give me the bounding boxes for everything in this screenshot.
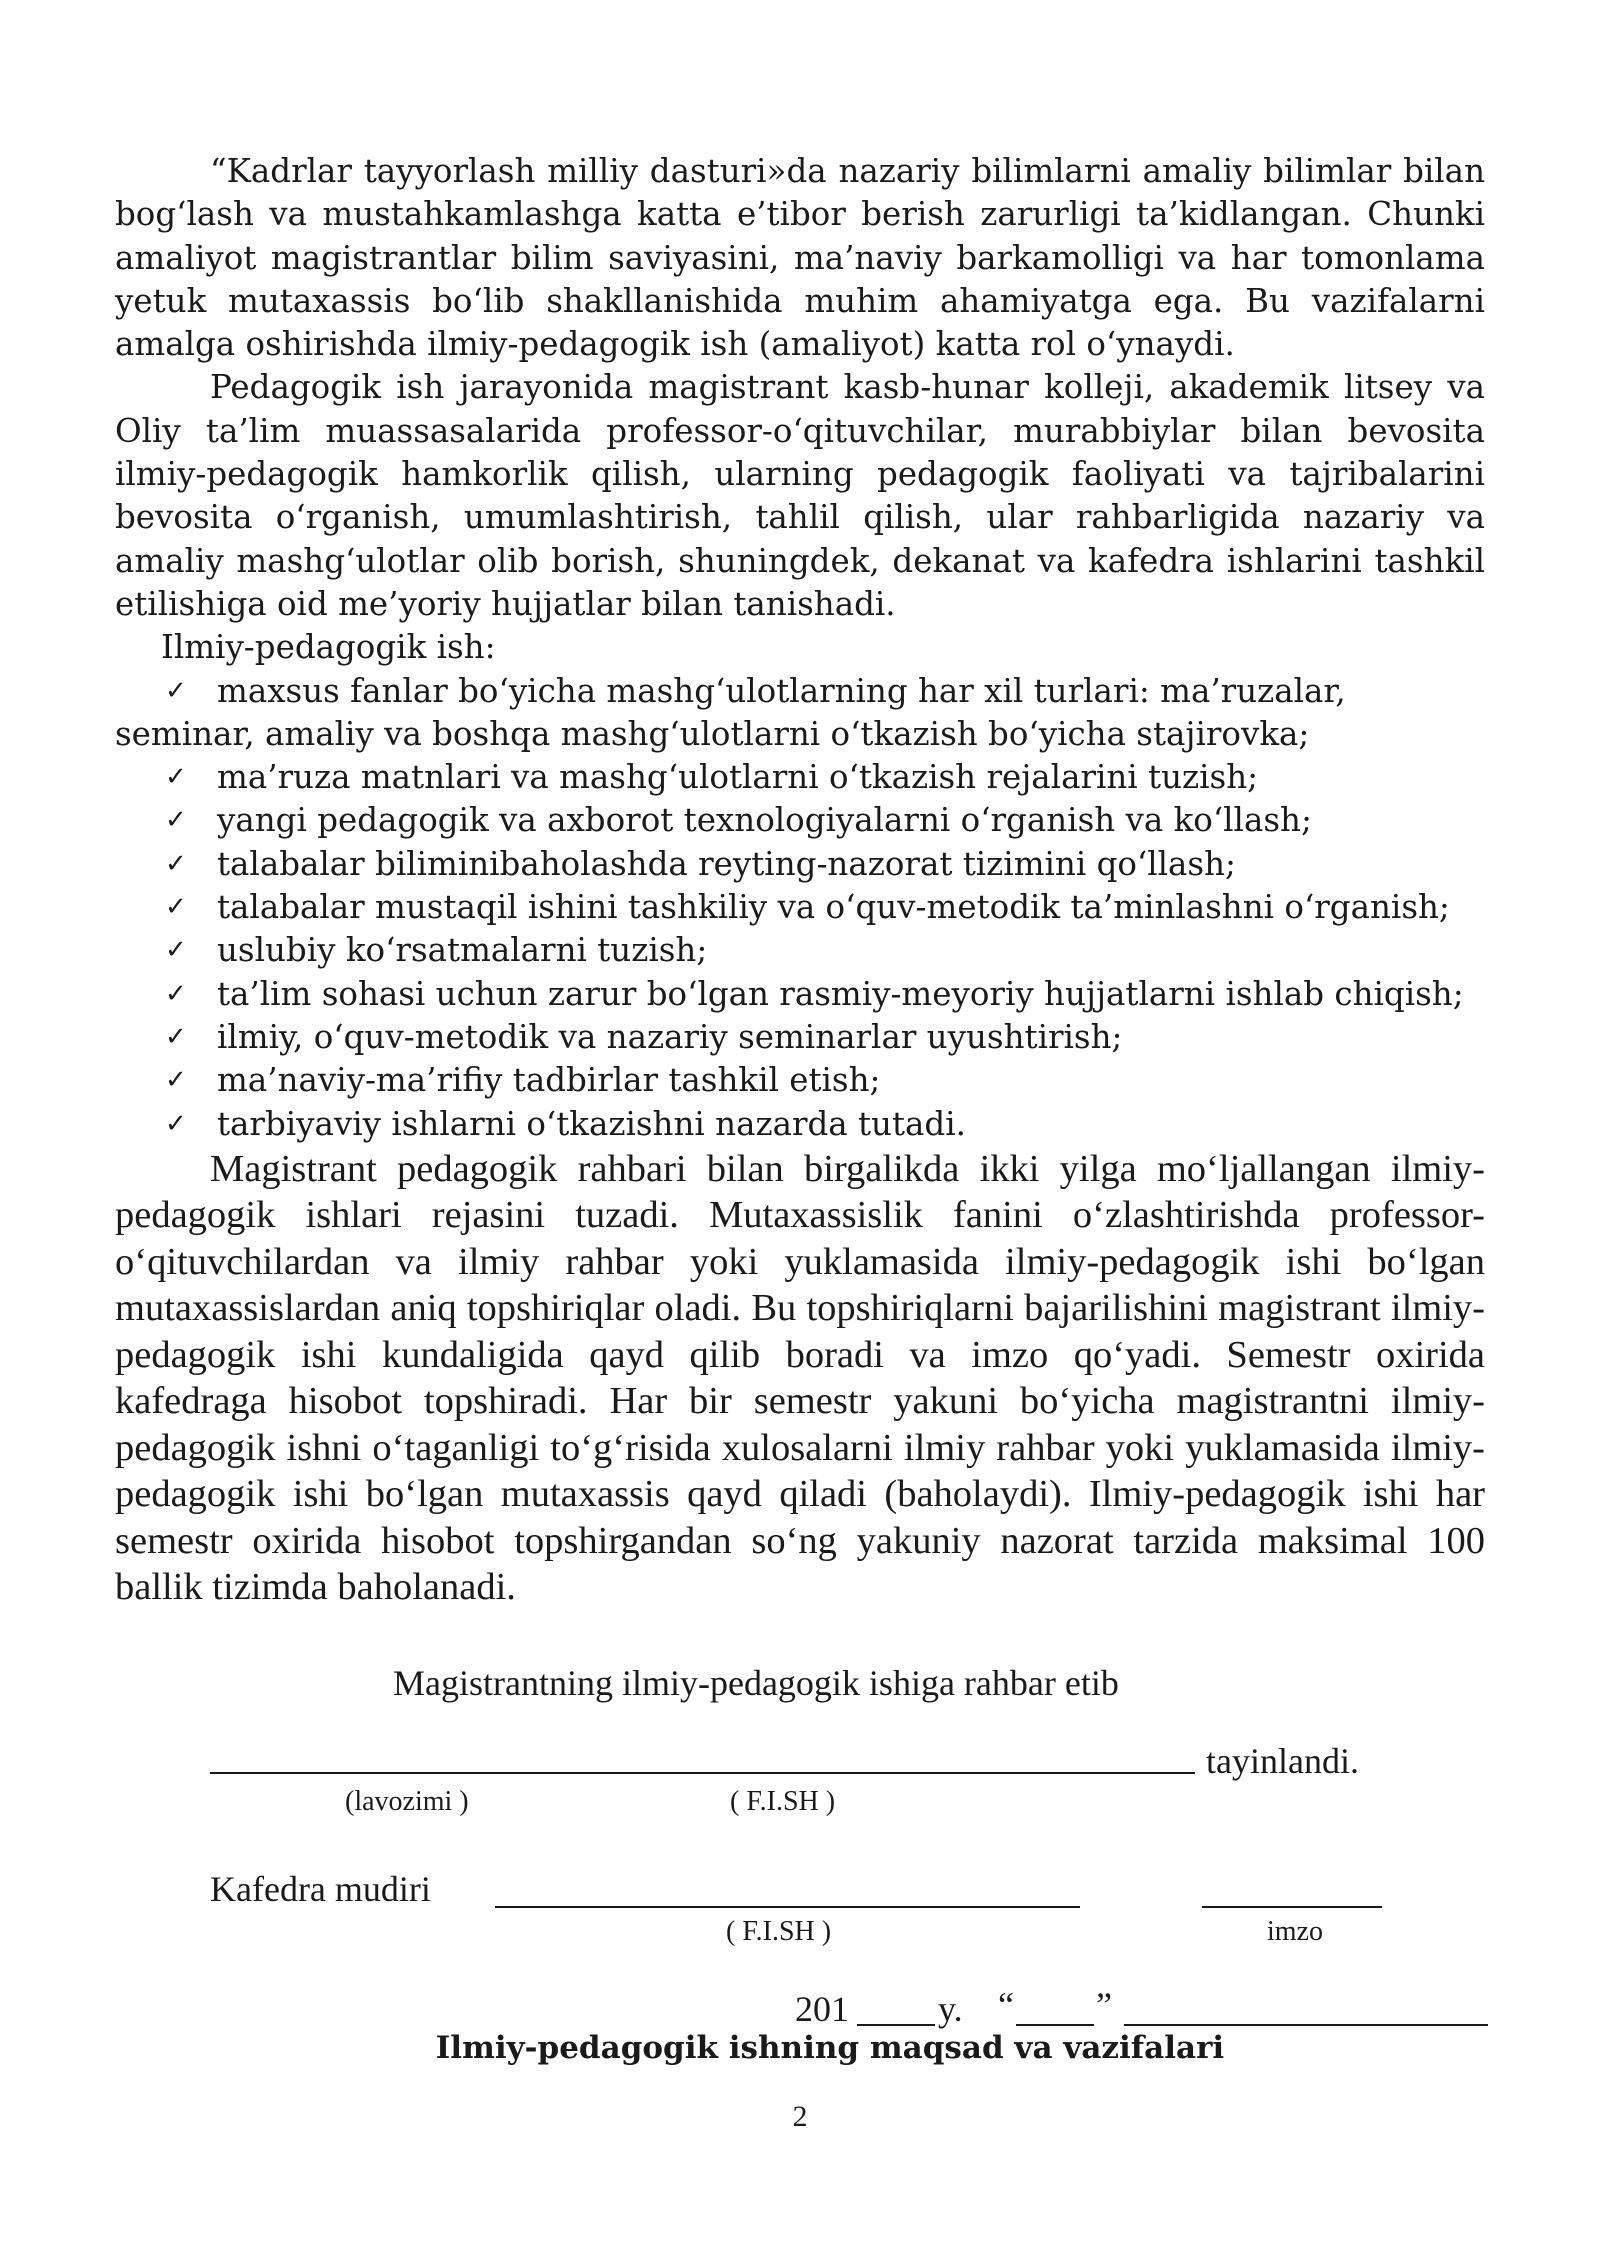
list-item bbox=[115, 1103, 1485, 1146]
checkmark-icon: ✓ bbox=[165, 805, 187, 836]
day-close-quote: ” bbox=[1096, 1985, 1112, 2025]
task-list bbox=[115, 670, 1485, 1146]
department-head-fio-caption: ( F.I.SH ) bbox=[726, 1916, 832, 1947]
list-item-text: talabalar mustaqil ishini tashkiliy va o‘quv-metodik ta’minlashni o‘rganish; bbox=[217, 888, 1450, 927]
checkmark-icon: ✓ bbox=[165, 762, 187, 793]
list-item bbox=[115, 886, 1485, 929]
plan-paragraph: Magistrant pedagogik rahbari bilan birgalikda ikki yilga mo‘ljallangan ilmiy-pedagogik ishlari rejasini tuzadi. Mutaxassislik fanini o‘zlashtirishda professor-o‘qituvchilardan va ilmiy rahbar yoki yuklamasida ilmiy-pedagogik ishi bo‘lgan mutaxassislardan aniq topshiriqlar oladi. Bu topshiriqlarni bajarilishini magistrant ilmiy-pedagogik ishi kundaligida qayd qilib boradi va imzo qo‘yadi. Semestr oxirida kafedraga hisobot topshiradi. Har bir semestr yakuni bo‘yicha magistrantni ilmiy-pedagogik ishni o‘taganligi to‘g‘risida xulosalarni ilmiy rahbar yoki yuklamasida ilmiy-pedagogik ishi bo‘lgan mutaxassis qayd qiladi (baholaydi). Ilmiy-pedagogik ishi har semestr oxirida hisobot topshirgandan so‘ng yakuniy nazorat tarzida maksimal 100 ballik tizimda baholanadi. bbox=[115, 1147, 1485, 1609]
year-line[interactable] bbox=[857, 2024, 935, 2026]
fio-caption: ( F.I.SH ) bbox=[730, 1786, 836, 1817]
list-item bbox=[115, 843, 1485, 886]
intro-paragraph: “Kadrlar tayyorlash milliy dasturi»da nazariy bilimlarni amaliy bilimlar bilan bog‘lash va mustahkamlashga katta e’tibor berish zarurligi ta’kidlangan. Chunki amaliyot magistrantlar bilim saviyasini, ma’naviy barkamolligi va har tomonlama yetuk mutaxassis bo‘lib shakllanishida muhim ahamiyatga ega. Bu vazifalarni amalga oshirishda ilmiy-pedagogik ish (amaliyot) katta rol o‘ynaydi. bbox=[115, 152, 1485, 364]
list-item bbox=[115, 973, 1485, 1016]
supervisor-assignment-heading: Magistrantning ilmiy-pedagogik ishiga rahbar etib bbox=[393, 1663, 1119, 1703]
list-item-text: uslubiy ko‘rsatmalarni tuzish; bbox=[217, 931, 708, 970]
list-item-text: ta’lim sohasi uchun zarur bo‘lgan rasmiy-meyoriy hujjatlarni ishlab chiqish; bbox=[217, 974, 1464, 1013]
supervisor-name-line[interactable] bbox=[210, 1772, 1195, 1774]
signature-caption: imzo bbox=[1267, 1916, 1323, 1947]
list-item bbox=[115, 929, 1485, 972]
list-item-text: tarbiyaviy ishlarni o‘tkazishni nazarda tutadi. bbox=[217, 1104, 966, 1143]
list-item-text: maxsus fanlar bo‘yicha mashg‘ulotlarning har xil turlari: ma’ruzalar, seminar, amaliy va boshqa mashg‘ulotlarni o‘tkazish bo‘yicha stajirovka; bbox=[115, 671, 1346, 753]
list-item-text: yangi pedagogik va axborot texnologiyalarni o‘rganish va ko‘llash; bbox=[217, 801, 1312, 840]
list-title: Ilmiy-pedagogik ish: bbox=[161, 628, 496, 667]
page-number: 2 bbox=[792, 2100, 808, 2133]
day-line[interactable] bbox=[1016, 2024, 1094, 2026]
section-title: Ilmiy-pedagogik ishning maqsad va vazifalari bbox=[435, 2030, 1225, 2066]
list-item bbox=[115, 799, 1485, 842]
position-caption: (lavozimi ) bbox=[345, 1786, 469, 1817]
month-line[interactable] bbox=[1124, 2024, 1488, 2026]
list-item bbox=[115, 756, 1485, 799]
department-head-label: Kafedra mudiri bbox=[210, 1869, 431, 1909]
day-open-quote: “ bbox=[998, 1985, 1014, 2025]
department-head-name-line[interactable] bbox=[495, 1906, 1080, 1908]
list-item bbox=[115, 1016, 1485, 1059]
checkmark-icon: ✓ bbox=[165, 675, 187, 706]
list-item-text: ma’naviy-ma’rifiy tadbirlar tashkil etish; bbox=[217, 1061, 881, 1100]
checkmark-icon: ✓ bbox=[165, 1108, 187, 1139]
document-body bbox=[115, 150, 1485, 1611]
checkmark-icon: ✓ bbox=[165, 892, 187, 923]
list-item bbox=[115, 1059, 1485, 1102]
checkmark-icon: ✓ bbox=[165, 978, 187, 1009]
checkmark-icon: ✓ bbox=[165, 848, 187, 879]
list-item-text: ilmiy, o‘quv-metodik va nazariy seminarlar uyushtirish; bbox=[217, 1017, 1123, 1056]
pedagogical-work-paragraph: Pedagogik ish jarayonida magistrant kasb-hunar kolleji, akademik litsey va Oliy ta’lim muassasalarida professor-o‘qituvchilar, murabbiylar bilan bevosita ilmiy-pedagogik hamkorlik qilish, ularning pedagogik faoliyati va tajribalarini bevosita o‘rganish, umumlashtirish, tahlil qilish, ular rahbarligida nazariy va amaliy mashg‘ulotlar olib borish, shuningdek, dekanat va kafedra ishlarini tashkil etilishiga oid me’yoriy hujjatlar bilan tanishadi. bbox=[115, 368, 1485, 623]
list-item-text: ma’ruza matnlari va mashg‘ulotlarni o‘tkazish rejalarini tuzish; bbox=[217, 758, 1259, 797]
list-item-text: talabalar biliminibaholashda reyting-nazorat tizimini qo‘llash; bbox=[217, 844, 1236, 883]
checkmark-icon: ✓ bbox=[165, 1065, 187, 1096]
assigned-label: tayinlandi. bbox=[1206, 1741, 1359, 1781]
year-prefix: 201 bbox=[795, 1989, 849, 2029]
year-suffix: y. bbox=[938, 1989, 963, 2029]
list-item bbox=[115, 670, 1485, 757]
checkmark-icon: ✓ bbox=[165, 935, 187, 966]
checkmark-icon: ✓ bbox=[165, 1021, 187, 1052]
department-head-signature-line[interactable] bbox=[1202, 1906, 1382, 1908]
